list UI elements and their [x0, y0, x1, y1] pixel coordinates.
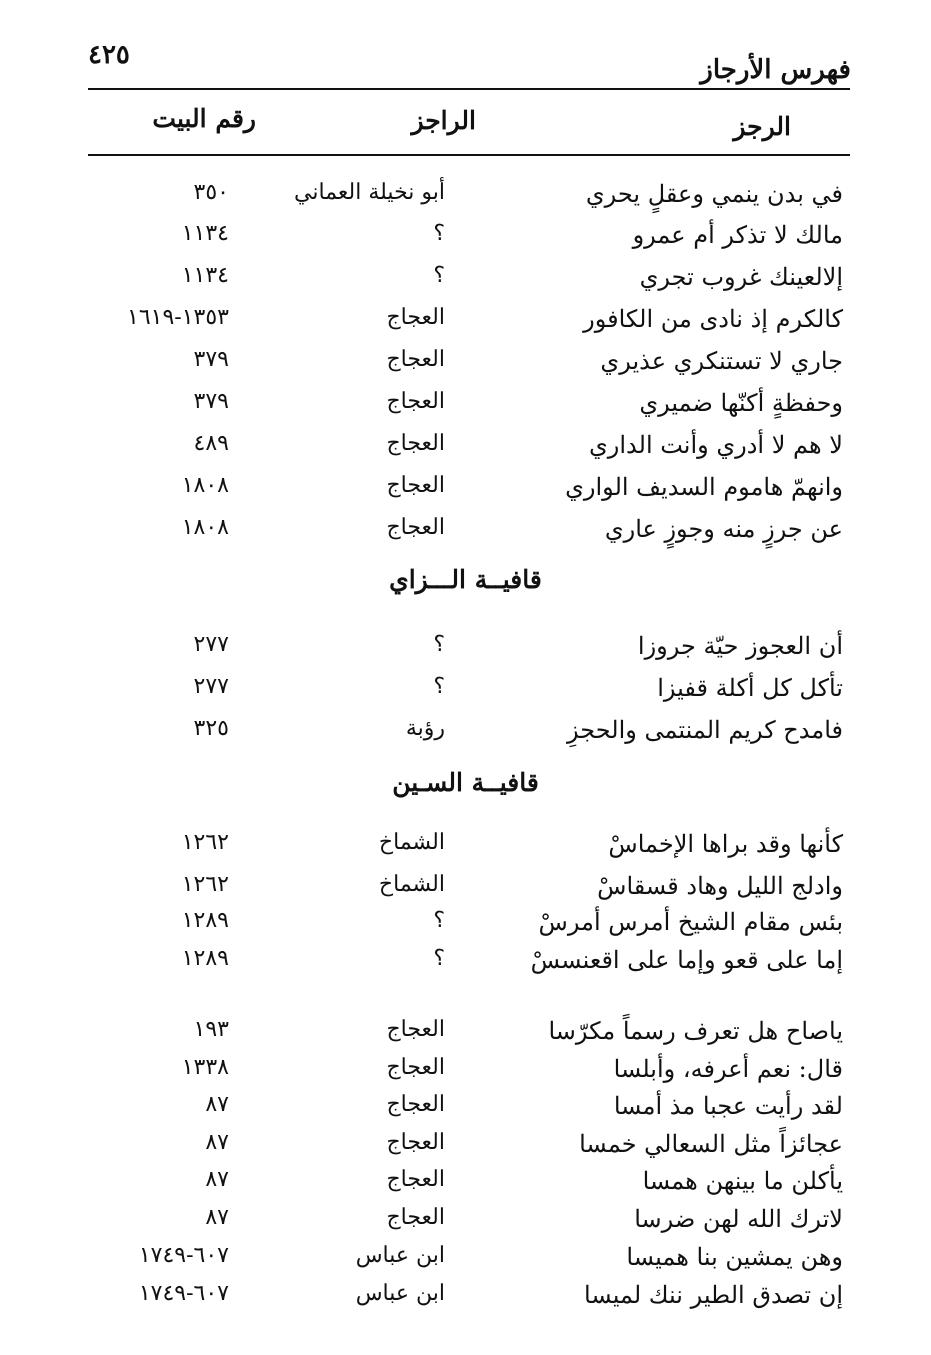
- poet-name: العجاج: [386, 473, 445, 498]
- verse-number: ٨٧: [205, 1205, 229, 1230]
- table-row: [0, 830, 931, 870]
- table-row: [0, 180, 931, 220]
- poet-name: ؟: [433, 632, 445, 657]
- poet-name: ؟: [433, 263, 445, 288]
- page-number: ٤٢٥: [88, 40, 130, 70]
- table-row: [0, 1167, 931, 1207]
- poet-name: العجاج: [386, 1167, 445, 1192]
- verse-text: وهن يمشين بنا هميسا: [626, 1243, 843, 1271]
- verse-text: تأكل كل أكلة قفيزا: [657, 674, 843, 702]
- verse-text: مالك لا تذكر أم عمرو: [632, 221, 843, 249]
- table-row: [0, 347, 931, 387]
- poet-name: الشماخ: [378, 830, 445, 855]
- verse-number: ١٨٠٨: [181, 515, 229, 540]
- verse-text: وحفظةٍ أكنّها ضميري: [639, 389, 843, 417]
- verse-number: ١٨٠٨: [181, 473, 229, 498]
- verse-number: ٣٥٠: [193, 180, 229, 205]
- verse-number: ١٢٦٢: [181, 830, 229, 855]
- verse-text: بئس مقام الشيخ أمرس أمرسْ: [538, 908, 843, 936]
- verse-text: كأنها وقد براها الإخماسْ: [608, 830, 843, 858]
- verse-number: ٢٧٧: [193, 632, 229, 657]
- verse-text: لا هم لا أدري وأنت الداري: [588, 431, 843, 459]
- table-row: [0, 263, 931, 303]
- poet-name: العجاج: [386, 431, 445, 456]
- verse-number: ٦٠٧-١٧٤٩: [138, 1281, 229, 1306]
- verse-number: ١٢٨٩: [181, 908, 229, 933]
- poet-name: ؟: [433, 946, 445, 971]
- poet-name: العجاج: [386, 347, 445, 372]
- verse-number: ١٢٨٩: [181, 946, 229, 971]
- table-row: [0, 305, 931, 345]
- verse-number: ١١٣٤: [181, 221, 229, 246]
- table-row: [0, 1130, 931, 1170]
- verse-number: ١٢٦٢: [181, 872, 229, 897]
- verse-text: في بدن ينمي وعقلٍ يحري: [585, 180, 843, 208]
- verse-number: ٤٨٩: [193, 431, 229, 456]
- poet-name: العجاج: [386, 1092, 445, 1117]
- table-row: [0, 872, 931, 912]
- running-title: فهرس الأرجاز: [700, 55, 851, 85]
- verse-text: إما على قعو وإما على اقعنسسْ: [530, 946, 843, 974]
- verse-text: فامدح كريم المنتمى والحجزِ: [567, 716, 843, 744]
- section-heading: قافيــة الـــزاي: [389, 565, 542, 594]
- verse-number: ٢٧٧: [193, 674, 229, 699]
- verse-number: ٨٧: [205, 1092, 229, 1117]
- table-row: [0, 1243, 931, 1283]
- table-row: [0, 1281, 931, 1321]
- verse-text: عن جرزٍ منه وجوزٍ عاري: [604, 515, 843, 543]
- verse-text: وادلج الليل وهاد قسقاسْ: [597, 872, 843, 900]
- verse-text: لاترك الله لهن ضرسا: [634, 1205, 843, 1233]
- verse-number: ٨٧: [205, 1130, 229, 1155]
- column-header-verse-number: رقم البيت: [152, 104, 256, 133]
- table-row: [0, 473, 931, 513]
- verse-number: ١٩٣: [193, 1017, 229, 1042]
- verse-number: ١٣٥٣-١٦١٩: [127, 305, 229, 330]
- poet-name: ؟: [433, 674, 445, 699]
- table-row: [0, 221, 931, 261]
- poet-name: أبو نخيلة العماني: [294, 180, 445, 205]
- poet-name: العجاج: [386, 515, 445, 540]
- poet-name: رؤبة: [405, 716, 445, 741]
- verse-text: إلالعينك غروب تجري: [639, 263, 843, 291]
- verse-text: عجائزاً مثل السعالي خمسا: [579, 1130, 843, 1158]
- poet-name: العجاج: [386, 1205, 445, 1230]
- poet-name: العجاج: [386, 389, 445, 414]
- poet-name: ابن عباس: [355, 1243, 445, 1268]
- table-row: [0, 515, 931, 555]
- table-row: [0, 389, 931, 429]
- poet-name: العجاج: [386, 1055, 445, 1080]
- table-row: [0, 946, 931, 986]
- poet-name: العجاج: [386, 305, 445, 330]
- poet-name: ابن عباس: [355, 1281, 445, 1306]
- table-row: [0, 674, 931, 714]
- poet-name: ؟: [433, 221, 445, 246]
- poet-name: ؟: [433, 908, 445, 933]
- verse-number: ١٣٣٨: [181, 1055, 229, 1080]
- table-row: [0, 431, 931, 471]
- verse-number: ٨٧: [205, 1167, 229, 1192]
- verse-text: لقد رأيت عجبا مذ أمسا: [613, 1092, 843, 1120]
- poet-name: العجاج: [386, 1017, 445, 1042]
- verse-number: ٦٠٧-١٧٤٩: [138, 1243, 229, 1268]
- table-row: [0, 1017, 931, 1057]
- verse-number: ١١٣٤: [181, 263, 229, 288]
- verse-text: أن العجوز حيّة جروزا: [637, 632, 843, 660]
- poet-name: الشماخ: [378, 872, 445, 897]
- table-row: [0, 632, 931, 672]
- column-header-poet: الراجز: [411, 106, 476, 135]
- poet-name: العجاج: [386, 1130, 445, 1155]
- column-header-verse: الرجز: [733, 112, 791, 141]
- verse-text: جاري لا تستنكري عذيري: [600, 347, 843, 375]
- table-row: [0, 1092, 931, 1132]
- verse-number: ٣٧٩: [193, 389, 229, 414]
- table-row: [0, 908, 931, 948]
- verse-text: إن تصدق الطير ننك لميسا: [584, 1281, 843, 1309]
- verse-text: كالكرم إذ نادى من الكافور: [583, 305, 843, 333]
- verse-text: قال: نعم أعرفه، وأبلسا: [613, 1055, 843, 1083]
- section-heading: قافيــة السـين: [392, 768, 539, 797]
- table-row: [0, 1205, 931, 1245]
- verse-text: يأكلن ما بينهن همسا: [642, 1167, 843, 1195]
- verse-text: وانهمّ هاموم السديف الواري: [565, 473, 843, 501]
- verse-number: ٣٧٩: [193, 347, 229, 372]
- table-row: [0, 716, 931, 756]
- verse-text: ياصاح هل تعرف رسماً مكرّسا: [548, 1017, 843, 1045]
- table-row: [0, 1055, 931, 1095]
- verse-number: ٣٢٥: [193, 716, 229, 741]
